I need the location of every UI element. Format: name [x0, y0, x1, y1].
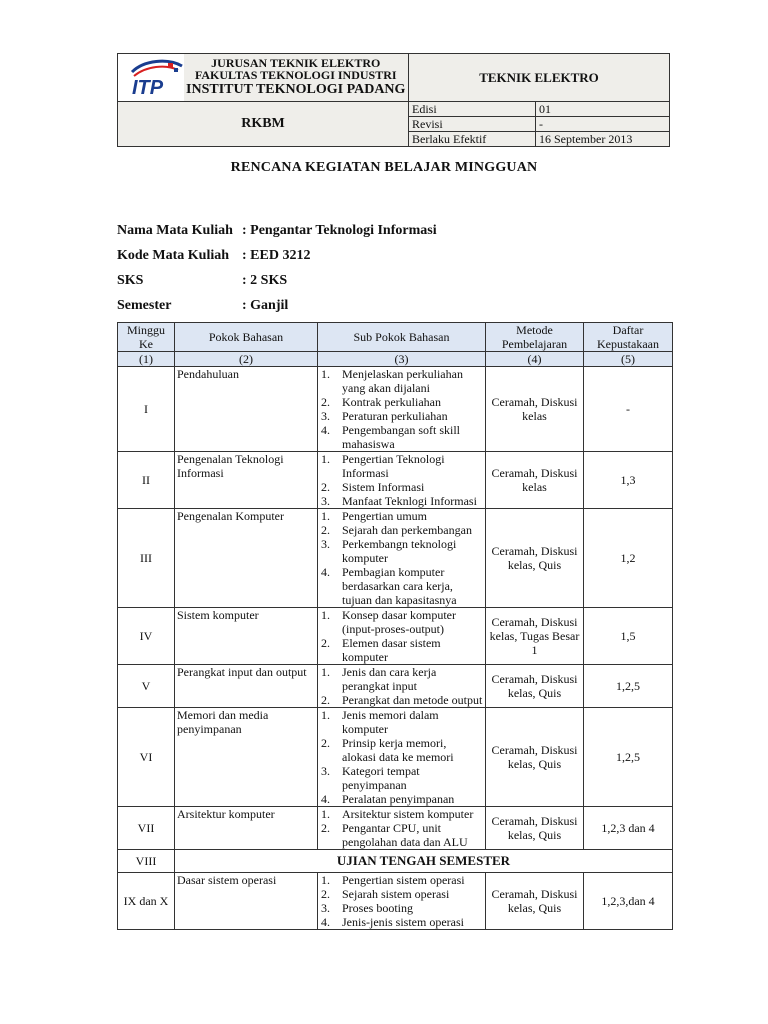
- subtopic-text: Proses booting: [342, 901, 414, 915]
- subtopic-number: 3.: [321, 764, 330, 778]
- method-cell: Ceramah, Diskusi kelas, Quis: [486, 665, 584, 708]
- table-row: [118, 708, 673, 807]
- course-info-value: : EED 3212: [242, 248, 311, 263]
- subtopic-text: Sejarah dan perkembangan: [342, 523, 472, 537]
- course-info-row: [117, 297, 437, 322]
- table-row: [118, 850, 673, 873]
- subtopic-item: [321, 821, 483, 849]
- subtopic-number: 4.: [321, 565, 330, 579]
- subtopic-text: Kontrak perkuliahan: [342, 395, 441, 409]
- subtopic-list: [321, 873, 483, 929]
- method-cell: Ceramah, Diskusi kelas, Quis: [486, 873, 584, 930]
- refs-cell: 1,2,3 dan 4: [584, 807, 673, 850]
- topic-cell: Pengenalan Teknologi Informasi: [175, 452, 318, 509]
- subtopic-number: 3.: [321, 409, 330, 423]
- refs-cell: 1,2: [584, 509, 673, 608]
- header-topic: Pokok Bahasan: [175, 323, 318, 352]
- subtopic-item: [321, 807, 483, 821]
- table-row: [118, 807, 673, 850]
- logo-cell: [118, 54, 184, 102]
- subtopic-cell: [318, 452, 486, 509]
- subtopic-text: Kategori tempat penyimpanan: [342, 764, 420, 792]
- subtopic-item: [321, 608, 483, 636]
- col-number: (5): [584, 352, 673, 367]
- table-row: [118, 509, 673, 608]
- department-name: TEKNIK ELEKTRO: [409, 54, 670, 102]
- subtopic-text: Peraturan perkuliahan: [342, 409, 448, 423]
- subtopic-item: [321, 452, 483, 480]
- col-number: (1): [118, 352, 175, 367]
- subtopic-number: 2.: [321, 693, 330, 707]
- header-method: Metode Pembelajaran: [486, 323, 584, 352]
- subtopic-cell: [318, 608, 486, 665]
- subtopic-number: 2.: [321, 523, 330, 537]
- subtopic-number: 1.: [321, 873, 330, 887]
- subtopic-number: 2.: [321, 480, 330, 494]
- course-info-value: : 2 SKS: [242, 273, 288, 288]
- subtopic-number: 4.: [321, 915, 330, 929]
- table-row: [118, 367, 673, 452]
- header-week: Minggu Ke: [118, 323, 175, 352]
- doc-code: RKBM: [118, 102, 409, 147]
- subtopic-text: Konsep dasar komputer (input-proses-output): [342, 608, 456, 636]
- institution-name: [184, 54, 409, 102]
- subtopic-item: [321, 423, 483, 451]
- course-info-label: SKS: [117, 273, 144, 288]
- itp-logo: [124, 58, 186, 98]
- subtopic-item: [321, 537, 483, 565]
- subtopic-number: 1.: [321, 367, 330, 381]
- subtopic-item: [321, 873, 483, 887]
- course-info-value: : Ganjil: [242, 298, 289, 313]
- table-row: [118, 665, 673, 708]
- subtopic-number: 1.: [321, 452, 330, 466]
- subtopic-number: 1.: [321, 665, 330, 679]
- subtopic-text: Elemen dasar sistem komputer: [342, 636, 441, 664]
- subtopic-item: [321, 523, 483, 537]
- subtopic-item: [321, 565, 483, 607]
- subtopic-item: [321, 764, 483, 792]
- table-row: [118, 873, 673, 930]
- meta-value: -: [536, 117, 670, 132]
- refs-cell: 1,3: [584, 452, 673, 509]
- logo-text: ITP: [132, 76, 164, 98]
- table-row: [118, 608, 673, 665]
- course-info-row: [117, 222, 437, 247]
- subtopic-number: 3.: [321, 901, 330, 915]
- subtopic-number: 4.: [321, 423, 330, 437]
- col-number: (3): [318, 352, 486, 367]
- subtopic-item: [321, 367, 483, 395]
- meta-value: 01: [536, 102, 670, 117]
- subtopic-list: [321, 509, 483, 607]
- subtopic-number: 1.: [321, 708, 330, 722]
- week-cell: III: [118, 509, 175, 608]
- subtopic-text: Pengertian umum: [342, 509, 427, 523]
- week-cell: VI: [118, 708, 175, 807]
- week-cell: IX dan X: [118, 873, 175, 930]
- subtopic-list: [321, 367, 483, 451]
- subtopic-list: [321, 665, 483, 707]
- col-number: (4): [486, 352, 584, 367]
- method-cell: Ceramah, Diskusi kelas: [486, 367, 584, 452]
- course-info-label: Semester: [117, 298, 172, 313]
- document-header: [117, 53, 670, 147]
- institution-line-1: JURUSAN TEKNIK ELEKTRO: [211, 56, 381, 70]
- subtopic-item: [321, 509, 483, 523]
- subtopic-item: [321, 480, 483, 494]
- subtopic-text: Pengertian sistem operasi: [342, 873, 465, 887]
- table-body: [118, 367, 673, 930]
- subtopic-list: [321, 708, 483, 806]
- subtopic-number: 2.: [321, 736, 330, 750]
- subtopic-item: [321, 494, 483, 508]
- subtopic-cell: [318, 509, 486, 608]
- meta-label: Revisi: [409, 117, 536, 132]
- subtopic-item: [321, 887, 483, 901]
- course-info-label: Kode Mata Kuliah: [117, 248, 230, 263]
- subtopic-text: Prinsip kerja memori, alokasi data ke memori: [342, 736, 454, 764]
- subtopic-number: 2.: [321, 887, 330, 901]
- subtopic-item: [321, 736, 483, 764]
- meta-value: 16 September 2013: [536, 132, 670, 147]
- meta-label: Berlaku Efektif: [409, 132, 536, 147]
- refs-cell: 1,2,3,dan 4: [584, 873, 673, 930]
- refs-cell: 1,2,5: [584, 665, 673, 708]
- subtopic-text: Peralatan penyimpanan: [342, 792, 455, 806]
- topic-cell: Perangkat input dan output: [175, 665, 318, 708]
- method-cell: Ceramah, Diskusi kelas, Tugas Besar 1: [486, 608, 584, 665]
- subtopic-text: Pengembangan soft skill mahasiswa: [342, 423, 460, 451]
- subtopic-number: 1.: [321, 807, 330, 821]
- subtopic-text: Pengantar CPU, unit pengolahan data dan ALU: [342, 821, 468, 849]
- weekly-plan-table: [117, 322, 673, 930]
- topic-cell: Memori dan media penyimpanan: [175, 708, 318, 807]
- subtopic-item: [321, 693, 483, 707]
- course-info-value: : Pengantar Teknologi Informasi: [242, 223, 437, 238]
- refs-cell: -: [584, 367, 673, 452]
- subtopic-number: 2.: [321, 821, 330, 835]
- subtopic-text: Sistem Informasi: [342, 480, 425, 494]
- refs-cell: 1,5: [584, 608, 673, 665]
- subtopic-number: 3.: [321, 494, 330, 508]
- refs-cell: 1,2,5: [584, 708, 673, 807]
- subtopic-text: Perangkat dan metode output: [342, 693, 483, 707]
- subtopic-item: [321, 708, 483, 736]
- subtopic-text: Jenis-jenis sistem operasi: [342, 915, 464, 929]
- subtopic-number: 2.: [321, 395, 330, 409]
- week-cell: IV: [118, 608, 175, 665]
- institution-line-3: INSTITUT TEKNOLOGI PADANG: [186, 82, 406, 97]
- col-number: (2): [175, 352, 318, 367]
- subtopic-text: Pembagian komputer berdasarkan cara kerja, tujuan dan kapasitasnya: [342, 565, 457, 607]
- header-subtopic: Sub Pokok Bahasan: [318, 323, 486, 352]
- subtopic-number: 2.: [321, 636, 330, 650]
- topic-cell: Pengenalan Komputer: [175, 509, 318, 608]
- method-cell: Ceramah, Diskusi kelas, Quis: [486, 708, 584, 807]
- course-info-row: [117, 247, 437, 272]
- topic-cell: Sistem komputer: [175, 608, 318, 665]
- subtopic-list: [321, 608, 483, 664]
- subtopic-number: 3.: [321, 537, 330, 551]
- subtopic-cell: [318, 665, 486, 708]
- meta-label: Edisi: [409, 102, 536, 117]
- week-cell: I: [118, 367, 175, 452]
- course-info: [117, 222, 437, 322]
- subtopic-cell: [318, 708, 486, 807]
- subtopic-item: [321, 665, 483, 693]
- method-cell: Ceramah, Diskusi kelas, Quis: [486, 807, 584, 850]
- week-cell: II: [118, 452, 175, 509]
- method-cell: Ceramah, Diskusi kelas: [486, 452, 584, 509]
- exam-cell: UJIAN TENGAH SEMESTER: [175, 850, 673, 873]
- course-info-label: Nama Mata Kuliah: [117, 223, 233, 238]
- subtopic-text: Manfaat Teknlogi Informasi: [342, 494, 477, 508]
- subtopic-text: Perkembangn teknologi komputer: [342, 537, 457, 565]
- subtopic-item: [321, 901, 483, 915]
- document-title: RENCANA KEGIATAN BELAJAR MINGGUAN: [230, 160, 538, 175]
- subtopic-text: Arsitektur sistem komputer: [342, 807, 474, 821]
- method-cell: Ceramah, Diskusi kelas, Quis: [486, 509, 584, 608]
- subtopic-list: [321, 452, 483, 508]
- subtopic-text: Sejarah sistem operasi: [342, 887, 450, 901]
- subtopic-item: [321, 409, 483, 423]
- subtopic-text: Pengertian Teknologi Informasi: [342, 452, 445, 480]
- table-row: [118, 452, 673, 509]
- subtopic-number: 1.: [321, 509, 330, 523]
- week-cell: VII: [118, 807, 175, 850]
- subtopic-cell: [318, 367, 486, 452]
- institution-line-2: FAKULTAS TEKNOLOGI INDUSTRI: [194, 68, 397, 82]
- subtopic-number: 4.: [321, 792, 330, 806]
- subtopic-item: [321, 636, 483, 664]
- topic-cell: Arsitektur komputer: [175, 807, 318, 850]
- week-cell: VIII: [118, 850, 175, 873]
- subtopic-item: [321, 915, 483, 929]
- week-cell: V: [118, 665, 175, 708]
- header-refs: Daftar Kepustakaan: [584, 323, 673, 352]
- subtopic-text: Jenis memori dalam komputer: [342, 708, 439, 736]
- subtopic-list: [321, 807, 483, 849]
- subtopic-number: 1.: [321, 608, 330, 622]
- subtopic-item: [321, 395, 483, 409]
- subtopic-cell: [318, 873, 486, 930]
- subtopic-text: Jenis dan cara kerja perangkat input: [342, 665, 437, 693]
- subtopic-item: [321, 792, 483, 806]
- topic-cell: Dasar sistem operasi: [175, 873, 318, 930]
- course-info-row: [117, 272, 437, 297]
- subtopic-cell: [318, 807, 486, 850]
- subtopic-text: Menjelaskan perkuliahan yang akan dijalani: [342, 367, 463, 395]
- topic-cell: Pendahuluan: [175, 367, 318, 452]
